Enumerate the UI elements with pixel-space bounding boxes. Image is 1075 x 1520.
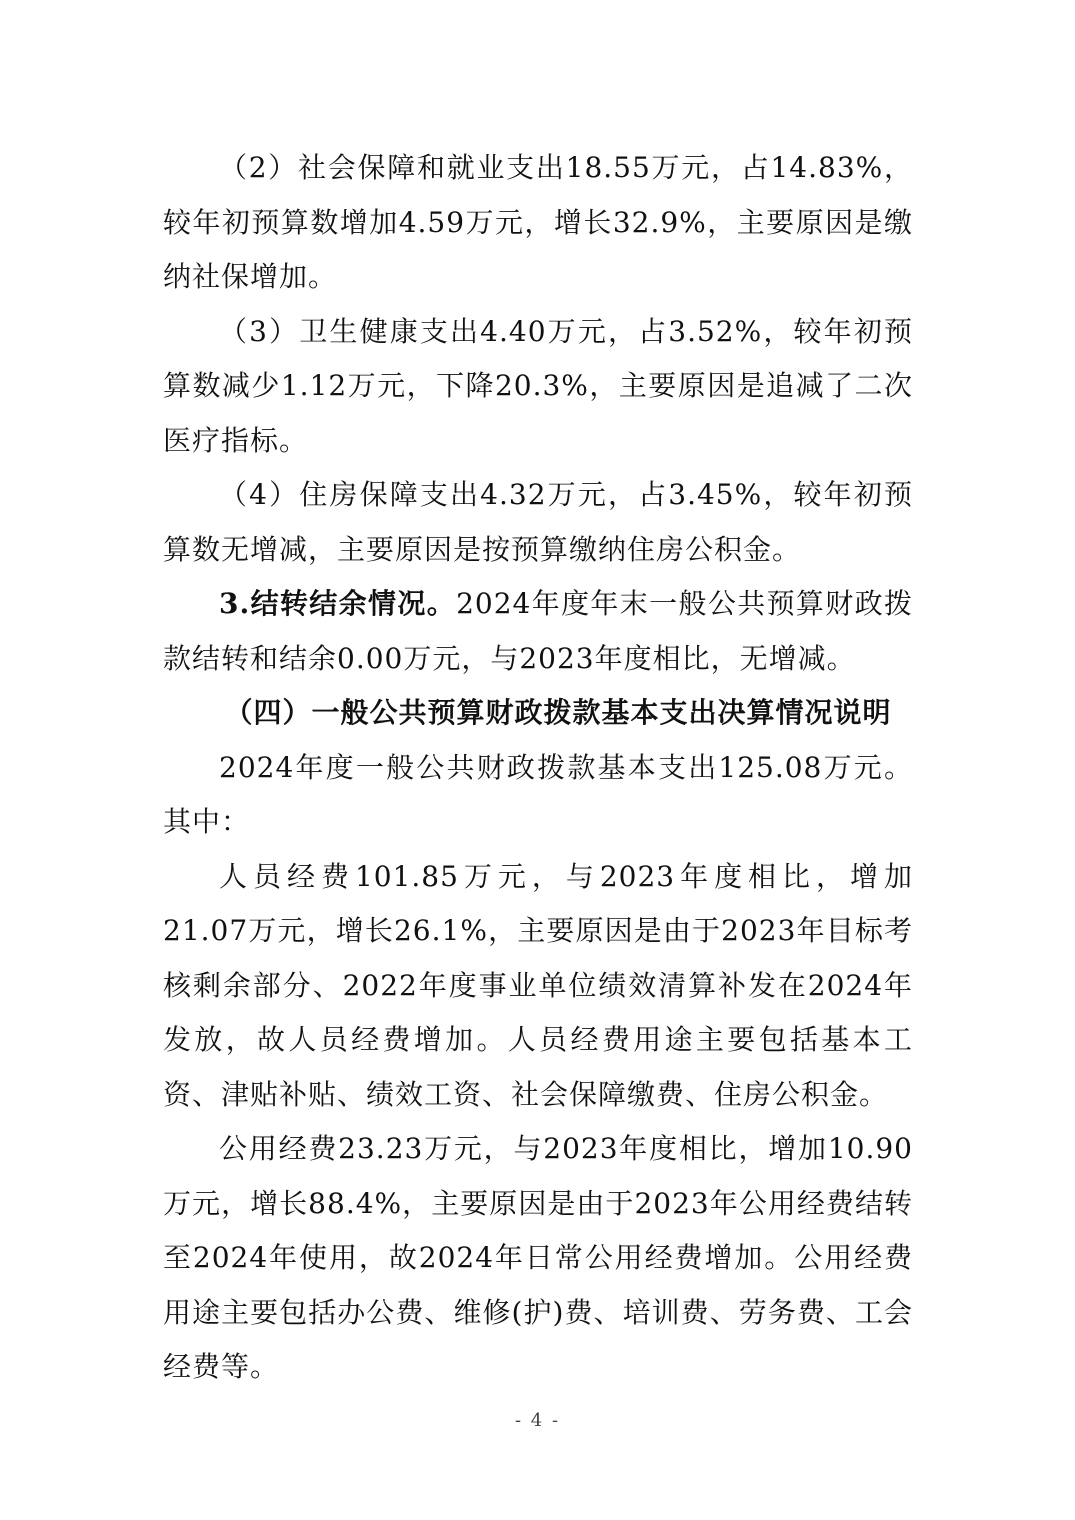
section-heading: （四）一般公共预算财政拨款基本支出决算情况说明 <box>224 696 892 729</box>
paragraph-health: （3）卫生健康支出4.40万元，占3.52%，较年初预算数减少1.12万元，下降20.3%，主要原因是追减了二次医疗指标。 <box>163 314 913 457</box>
page-number: - 4 - <box>514 1410 561 1431</box>
document-body <box>163 141 913 1395</box>
paragraph-social-security: （2）社会保障和就业支出18.55万元，占14.83%，较年初预算数增加4.59万元，增长32.9%，主要原因是缴纳社保增加。 <box>163 151 913 293</box>
paragraph-carryover <box>163 577 913 686</box>
paragraph-personnel-expenses: 人员经费101.85万元，与2023年度相比，增加21.07万元，增长26.1%，主要原因是由于2023年目标考核剩余部分、2022年度事业单位绩效清算补发在2024年发放，故人员经费增加。人员经费用途主要包括基本工资、津贴补贴、绩效工资、社会保障缴费、住房公积金。 <box>163 859 913 1111</box>
paragraph-housing: （4）住房保障支出4.32万元，占3.45%，较年初预算数无增减，主要原因是按预算缴纳住房公积金。 <box>163 478 913 566</box>
carryover-text: 2024年度年末一般公共预算财政拨款结转和结余0.00万元，与2023年度相比，无增减。 <box>163 587 913 675</box>
carryover-heading: 3.结转结余情况。 <box>219 587 457 620</box>
paragraph-public-expenses: 公用经费23.23万元，与2023年度相比，增加10.90万元，增长88.4%，主要原因是由于2023年公用经费结转至2024年使用，故2024年日常公用经费增加。公用经费用途主要包括办公费、维修(护)费、培训费、劳务费、工会经费等。 <box>163 1132 913 1383</box>
paragraph-basic-expenditure: 2024年度一般公共财政拨款基本支出125.08万元。其中： <box>163 750 913 838</box>
